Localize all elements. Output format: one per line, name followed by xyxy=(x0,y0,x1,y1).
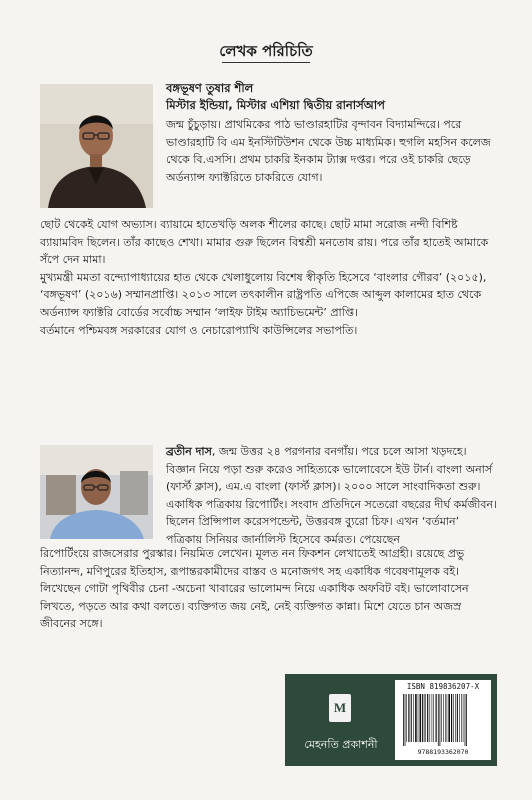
title-underline xyxy=(222,62,310,63)
author1-paragraph-awards: মুখ্যমন্ত্রী মমতা বন্দ্যোপাধ্যায়ের হাত থেকে খেলাধুলোয় বিশেষ স্বীকৃতি হিসেবে ‘বাংলার গৌরব’ (২০১৫), ‘বঙ্গভূষণ’ (২০১৬) সম্মানপ্রাপ্তি। ২০১৩ সালে তৎকালীন রাষ্ট্রপতি এপিজে আব্দুল কালামের হাত থেকে অর্ডন্যান্স ফ্যাক্টরি বোর্ডের সর্বোচ্চ সম্মান ‘লাইফ টাইম অ্যাচিভমেন্ট’ প্রাপ্তি। xyxy=(40,270,487,319)
author1-bio xyxy=(40,216,498,339)
publisher-block xyxy=(285,674,497,766)
isbn-barcode xyxy=(395,680,491,760)
author1-honors: মিস্টার ইন্ডিয়া, মিস্টার এশিয়া দ্বিতীয় রানার্সআপ xyxy=(166,98,385,112)
author1-paragraph-training: ছোট থেকেই যোগ অভ্যাস। ব্যায়ামে হাতেখড়ি অলক শীলের কাছে। ছোট মামা সরোজ নন্দী বিশিষ্ট ব্যায়ামবিদ ছিলেন। তাঁর কাছেও শেখা। মামার গুরু ছিলেন বিশ্বশ্রী মনতোষ রায়। পরে তাঁর হাতেই আমাকে সঁপে দেন মামা। xyxy=(40,218,489,267)
publisher-logo-letter: M xyxy=(333,700,347,715)
author2-intro-text: , জন্ম উত্তর ২৪ পরগনার বনগাঁয়। পরে চলে আসা খড়দহে। বিজ্ঞান নিয়ে পড়া শুরু করেও সাহিত্যকে ভালোবেসে ইউ টার্ন। বাংলা অনার্স (ফার্স্ট ক্লাস), এম.এ বাংলা (ফার্স্ট ক্লাস)। ২০০০ সালে সাংবাদিকতা শুরু। একাধিক পত্রিকায় রিপোর্টিং। সংবাদ প্রতিদিনে সতেরো বছরের দীর্ঘ কর্মজীবন। ছিলেন প্রিন্সিপাল করেসপন্ডেন্ট, উত্তরবঙ্গ ব্যুরো চিফ। এখন ‘বর্তমান’ পত্রিকায় সিনিয়র জার্নালিস্ট হিসেবে কর্মরত। পেয়েছেন xyxy=(166,445,498,546)
barcode-icon xyxy=(401,694,485,746)
author1-intro-paragraph: জন্ম চুঁচুড়ায়। প্রাথমিকের পাঠ ভাণ্ডারহাটির বৃন্দাবন বিদ্যামন্দিরে। পরে ভাণ্ডারহাটি বি এম ইনস্টিটিউশন থেকে উচ্চ মাধ্যমিক। হুগলি মহসিন কলেজ থেকে বি.এসসি। প্রথম চাকরি ইনকাম ট্যাক্স দপ্তর। পরে ওই চাকরি ছেড়ে অর্ডন্যান্স ফ্যাক্টরিতে চাকরিতে যোগ। xyxy=(166,118,491,184)
author2-intro-paragraph xyxy=(166,443,498,549)
isbn-label: ISBN 819836207-X xyxy=(406,682,480,691)
publisher-name: মেহনতি প্রকাশনী xyxy=(304,738,378,751)
publisher-logo-icon xyxy=(329,694,351,722)
author1-name: বঙ্গভূষণ তুষার শীল xyxy=(166,81,254,95)
author2-photo xyxy=(40,445,153,539)
page-title: লেখক পরিচিতি xyxy=(219,42,313,60)
author2-bio xyxy=(40,545,498,633)
author1-paragraph-current: বর্তমানে পশ্চিমবঙ্গ সরকারের যোগ ও নেচারোপ্যাথি কাউন্সিলের সভাপতি। xyxy=(40,323,358,337)
author1-header xyxy=(166,80,496,114)
author2-name: ব্রতীন দাস xyxy=(166,445,212,458)
author2-paragraph-works: রিপোর্টিংয়ে রাজসেরার পুরস্কার। নিয়মিত লেখেন। মূলত নন ফিকশন লেখাতেই আগ্রহী। রয়েছে প্রভু নিত্যানন্দ, মণিপুরের ইতিহাস, রূপান্তরকামীদের বাস্তব ও মনোজগৎ সহ একাধিক গবেষণামূলক বই। লিখেছেন গোটা পৃথিবীর চেনা -অচেনা খাবারের ভালোমন্দ নিয়ে একাধিক অফবিট বই। ভালোবাসেন লিখতে, পড়তে আর কথা বলতে। ব্যক্তিগত জয় নেই, নেই ব্যক্তিগত কান্না। মিশে যেতে চান অজস্র জীবনের সঙ্গে। xyxy=(40,547,469,631)
author1-photo xyxy=(40,84,153,208)
barcode-number: 9788193362070 xyxy=(417,748,469,756)
